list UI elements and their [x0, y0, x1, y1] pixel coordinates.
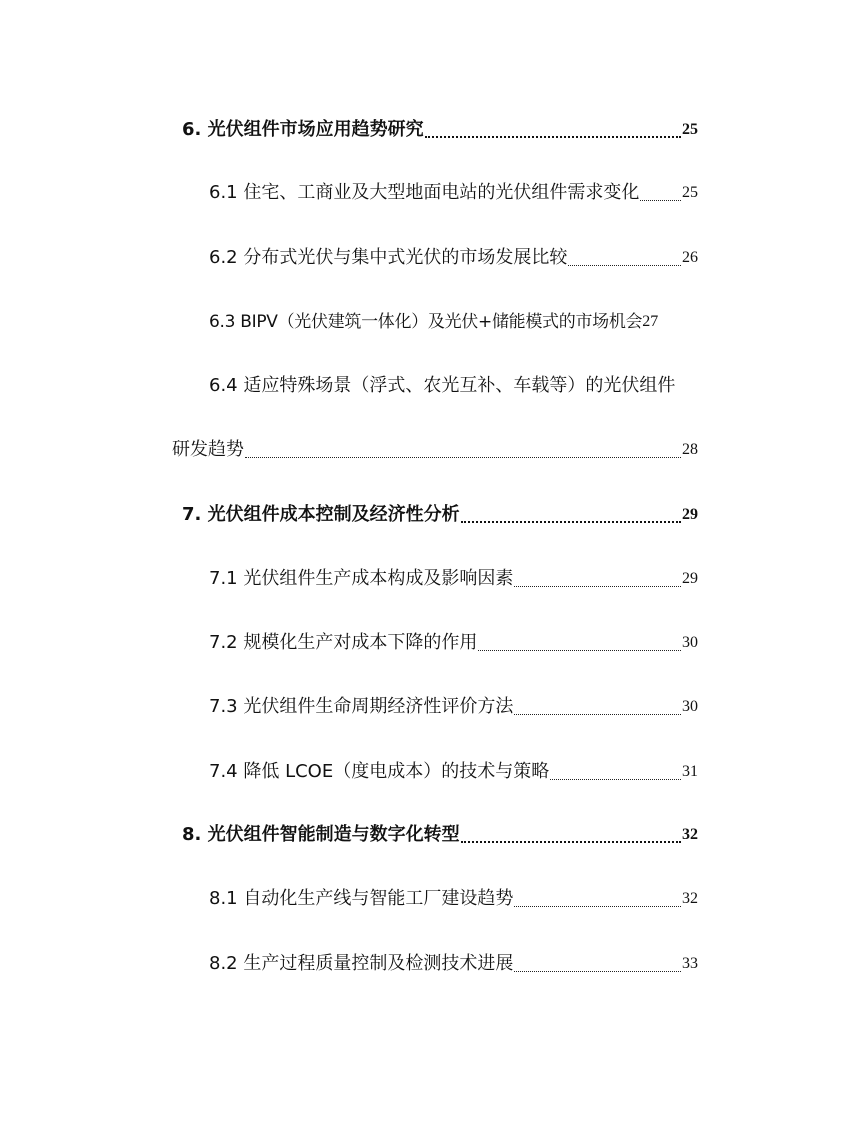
toc-chapter-7[interactable] — [182, 503, 698, 527]
toc-leader-dots — [478, 650, 681, 651]
toc-page-number: 28 — [682, 441, 698, 458]
toc-entry-title: 6. 光伏组件市场应用趋势研究 — [182, 119, 424, 140]
toc-leader-dots — [461, 521, 681, 523]
toc-entry-title: 7. 光伏组件成本控制及经济性分析 — [182, 504, 460, 525]
toc-entry-title: 7.2 规模化生产对成本下降的作用 — [209, 632, 478, 653]
toc-page-number: 31 — [682, 763, 698, 780]
toc-section-6-4-line2[interactable] — [172, 438, 698, 462]
toc-entry-title: 6.3 BIPV（光伏建筑一体化）及光伏+储能模式的市场机会 — [209, 312, 643, 332]
toc-chapter-6[interactable] — [182, 118, 698, 142]
toc-page-number: 27 — [642, 313, 659, 330]
toc-section-7-4[interactable] — [209, 760, 698, 784]
toc-section-8-1[interactable] — [209, 887, 698, 911]
toc-entry-title: 8.2 生产过程质量控制及检测技术进展 — [209, 953, 514, 974]
toc-entry-title: 7.1 光伏组件生产成本构成及影响因素 — [209, 568, 514, 589]
toc-page-number: 32 — [682, 890, 698, 907]
toc-section-7-1[interactable] — [209, 567, 698, 591]
toc-entry-title: 研发趋势 — [172, 439, 244, 460]
toc-section-8-2[interactable] — [209, 952, 698, 976]
toc-page-number: 25 — [682, 184, 698, 201]
toc-page-number: 32 — [682, 826, 698, 843]
toc-leader-dots — [425, 136, 681, 138]
toc-leader-dots — [461, 841, 681, 843]
toc-section-7-3[interactable] — [209, 695, 698, 719]
toc-entry-title: 7.4 降低 LCOE（度电成本）的技术与策略 — [209, 761, 550, 782]
toc-leader-dots — [514, 586, 681, 587]
toc-page-number: 25 — [682, 121, 698, 138]
toc-section-7-2[interactable] — [209, 631, 698, 655]
toc-leader-dots — [514, 971, 681, 972]
toc-leader-dots — [640, 200, 681, 201]
toc-section-6-2[interactable] — [209, 246, 698, 270]
toc-page-number: 33 — [682, 955, 698, 972]
toc-leader-dots — [550, 779, 681, 780]
toc-entry-title: 7.3 光伏组件生命周期经济性评价方法 — [209, 696, 514, 717]
toc-page-number: 29 — [682, 506, 698, 523]
toc-leader-dots — [514, 714, 681, 715]
toc-page-number: 30 — [682, 634, 698, 651]
toc-section-6-1[interactable] — [209, 181, 698, 205]
toc-entry-title: 6.2 分布式光伏与集中式光伏的市场发展比较 — [209, 247, 568, 268]
toc-leader-dots — [514, 906, 681, 907]
toc-page-number: 26 — [682, 249, 698, 266]
toc-section-6-4-line1[interactable]: 6.4 适应特殊场景（浮式、农光互补、车载等）的光伏组件 — [209, 375, 676, 396]
toc-section-6-3[interactable] — [209, 310, 707, 334]
toc-entry-title: 6.1 住宅、工商业及大型地面电站的光伏组件需求变化 — [209, 182, 640, 203]
toc-entry-title: 8. 光伏组件智能制造与数字化转型 — [182, 824, 460, 845]
toc-entry-title: 8.1 自动化生产线与智能工厂建设趋势 — [209, 888, 514, 909]
toc-chapter-8[interactable] — [182, 823, 698, 847]
toc-leader-dots — [568, 265, 681, 266]
toc-leader-dots — [245, 457, 681, 458]
toc-page-number: 29 — [682, 570, 698, 587]
toc-page-number: 30 — [682, 698, 698, 715]
